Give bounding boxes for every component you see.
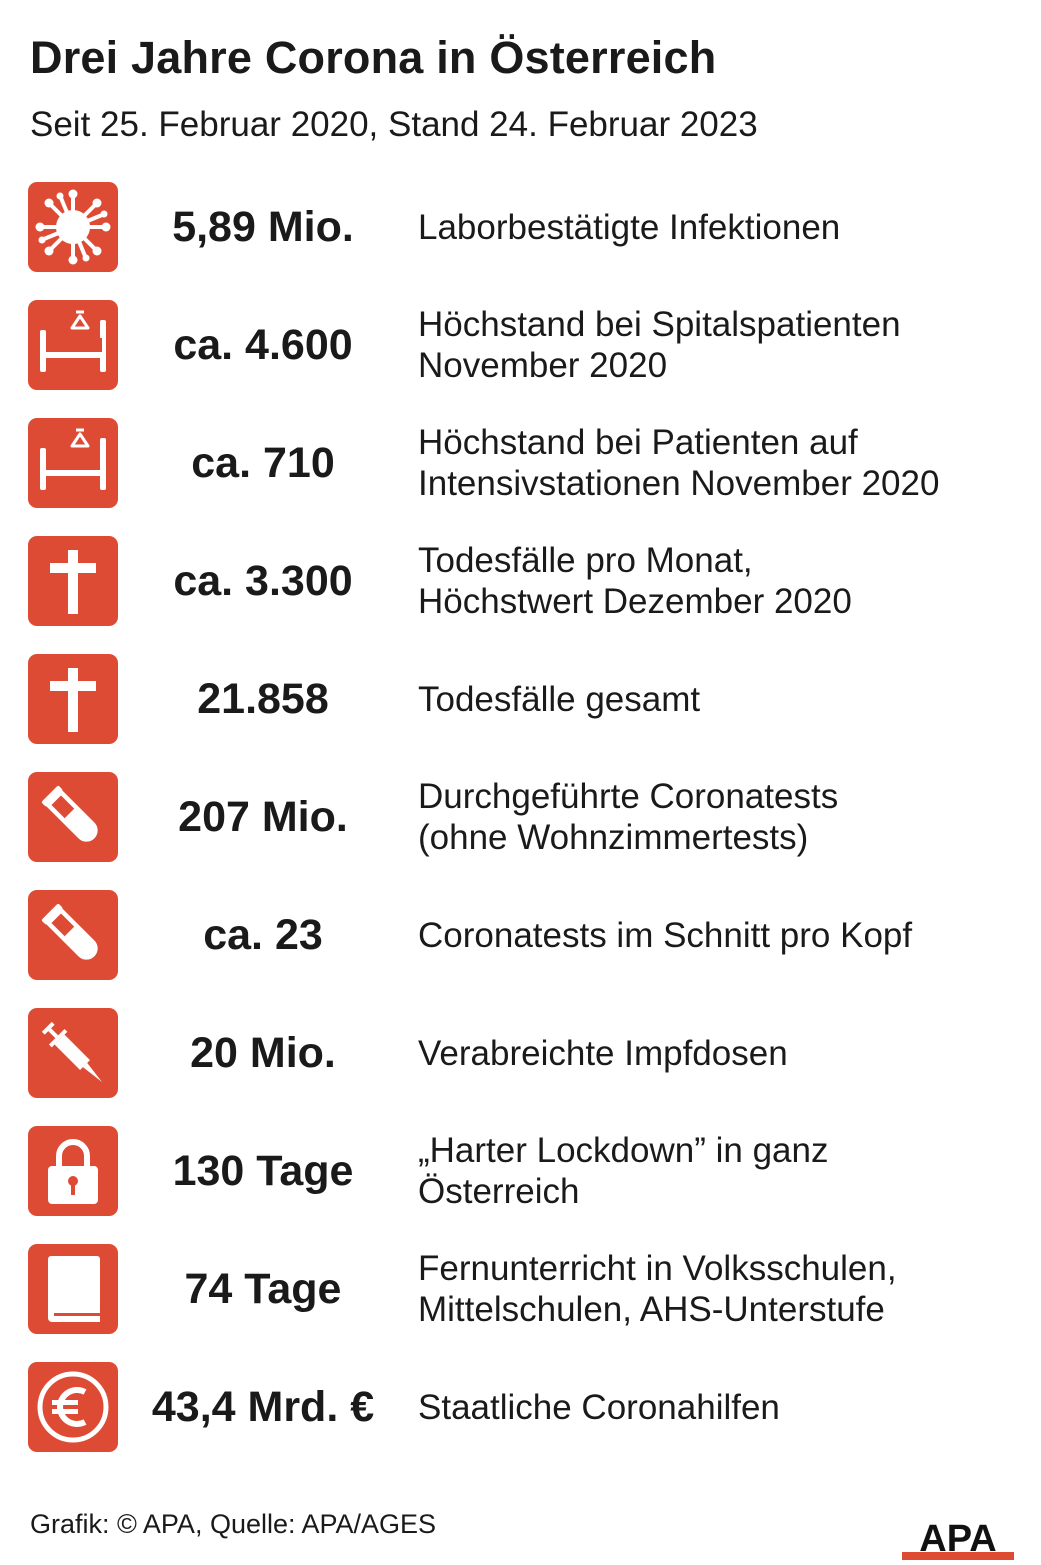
apa-logo xyxy=(902,1520,1014,1560)
stat-label xyxy=(418,1244,1018,1334)
padlock-icon xyxy=(28,1126,118,1216)
stat-value: 43,4 Mrd. € xyxy=(151,1382,375,1431)
stat-value: 20 Mio. xyxy=(190,1028,336,1077)
stat-row-tests xyxy=(28,772,1018,890)
stat-label-line: Durchgeführte Coronatests xyxy=(418,777,839,816)
stat-row-hospital-peak xyxy=(28,300,1018,418)
stat-row-lockdown xyxy=(28,1126,1018,1244)
stat-value: 74 Tage xyxy=(184,1264,342,1313)
apa-logo-text: APA xyxy=(919,1520,997,1560)
stat-label xyxy=(418,1008,1018,1098)
stat-label-line: Höchstand bei Spitalspatienten xyxy=(418,305,901,344)
stat-row-tests-per-capita xyxy=(28,890,1018,1008)
syringe-icon xyxy=(28,1008,118,1098)
stat-label-line: Höchstwert Dezember 2020 xyxy=(418,582,852,621)
stat-label-line: Österreich xyxy=(418,1172,580,1211)
stat-value: ca. 3.300 xyxy=(173,556,353,605)
stat-label-line: Verabreichte Impfdosen xyxy=(418,1033,788,1073)
stat-label xyxy=(418,1362,1018,1452)
stat-label-line: Coronatests im Schnitt pro Kopf xyxy=(418,915,913,955)
stat-label xyxy=(418,1126,1018,1216)
cross-icon xyxy=(28,536,118,626)
source-credit: Grafik: © APA, Quelle: APA/AGES xyxy=(30,1509,437,1539)
stat-row-infections xyxy=(28,182,1018,300)
stat-value: 5,89 Mio. xyxy=(172,202,354,251)
stat-label xyxy=(418,418,1018,508)
test-tube-icon xyxy=(28,772,118,862)
stat-value: 207 Mio. xyxy=(178,792,348,841)
stat-value: 21.858 xyxy=(197,674,329,723)
stat-label-line: Todesfälle pro Monat, xyxy=(418,541,753,580)
hospital-bed-icon xyxy=(28,418,118,508)
virus-icon xyxy=(28,182,118,272)
stat-row-aid xyxy=(28,1362,1018,1480)
cross-icon xyxy=(28,654,118,744)
page-title: Drei Jahre Corona in Österreich xyxy=(30,32,717,83)
stat-row-icu-peak xyxy=(28,418,1018,536)
stat-value: 130 Tage xyxy=(172,1146,354,1195)
test-tube-icon xyxy=(28,890,118,980)
stat-label xyxy=(418,300,1018,390)
hospital-bed-icon xyxy=(28,300,118,390)
stat-row-remote-school xyxy=(28,1244,1018,1362)
stat-row-deaths-total xyxy=(28,654,1018,772)
stat-label-line: November 2020 xyxy=(418,346,668,385)
stat-label-line: Staatliche Coronahilfen xyxy=(418,1387,780,1427)
stat-label xyxy=(418,772,1018,862)
stat-value: ca. 710 xyxy=(191,438,335,487)
stat-label-line: „Harter Lockdown” in ganz xyxy=(418,1131,829,1170)
euro-icon xyxy=(28,1362,118,1452)
stat-label-line: Laborbestätigte Infektionen xyxy=(418,207,841,247)
stats-list xyxy=(28,182,1018,1480)
stat-label-line: Mittelschulen, AHS-Unterstufe xyxy=(418,1290,885,1329)
stat-label-line: (ohne Wohnzimmertests) xyxy=(418,818,809,857)
stat-value: ca. 4.600 xyxy=(173,320,353,369)
stat-label xyxy=(418,182,1018,272)
page-subtitle: Seit 25. Februar 2020, Stand 24. Februar 2023 xyxy=(30,105,758,144)
stat-label-line: Höchstand bei Patienten auf xyxy=(418,423,858,462)
stat-label xyxy=(418,890,1018,980)
stat-label xyxy=(418,536,1018,626)
stat-row-deaths-month xyxy=(28,536,1018,654)
stat-label-line: Todesfälle gesamt xyxy=(418,679,701,719)
stat-label xyxy=(418,654,1018,744)
stat-label-line: Fernunterricht in Volksschulen, xyxy=(418,1249,897,1288)
stat-row-vaccine-doses xyxy=(28,1008,1018,1126)
stat-label-line: Intensivstationen November 2020 xyxy=(418,464,940,503)
stat-value: ca. 23 xyxy=(203,910,323,959)
book-icon xyxy=(28,1244,118,1334)
